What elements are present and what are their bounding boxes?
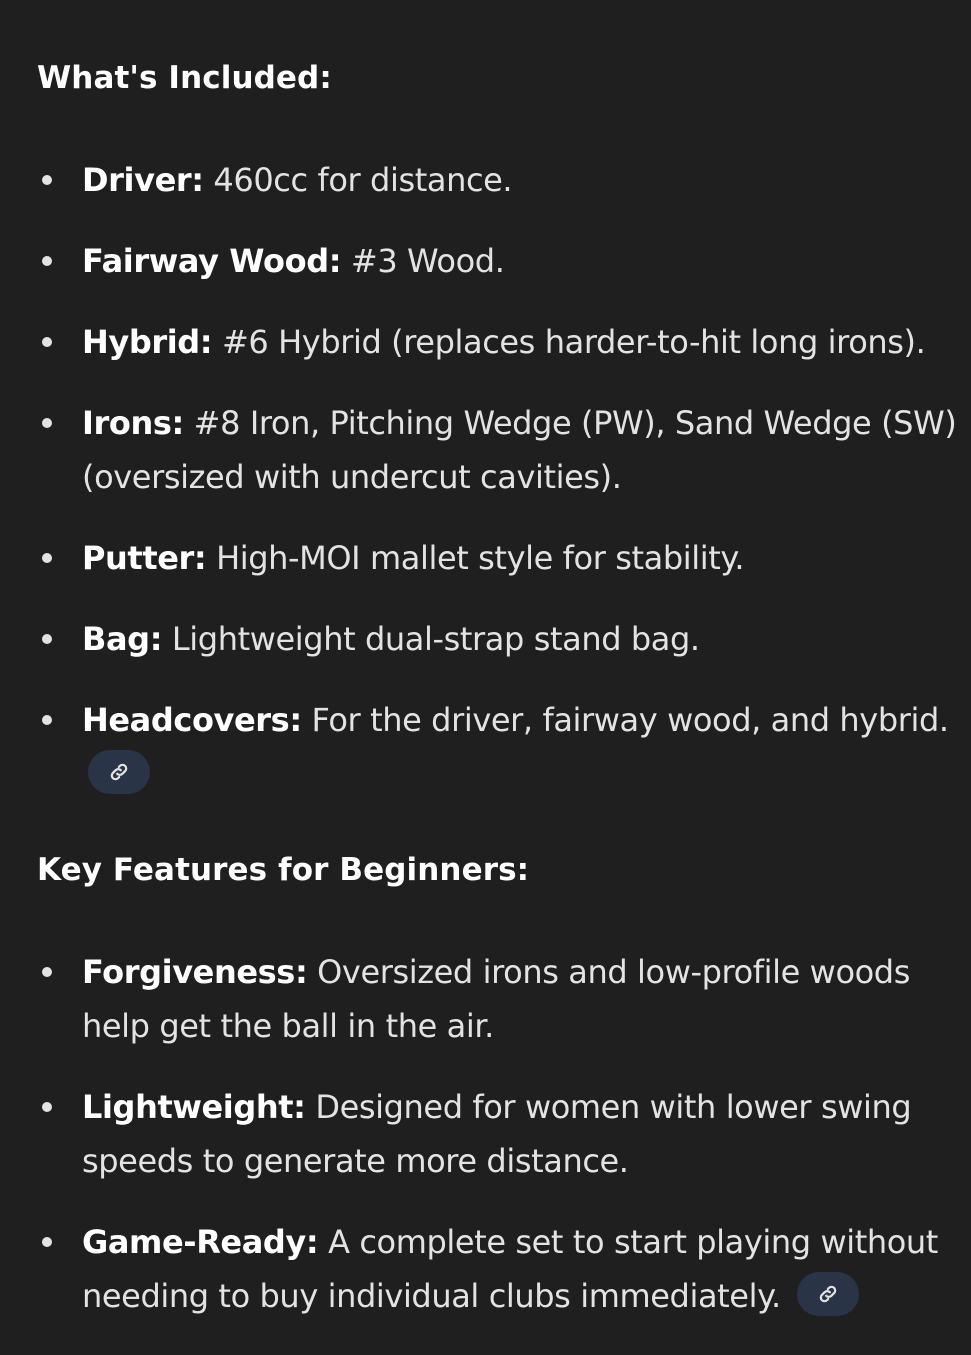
- item-text: A complete set to start playing without needing to buy individual clubs immediately.: [82, 1223, 938, 1315]
- item-label: Hybrid:: [82, 323, 213, 361]
- item-text: #3 Wood.: [341, 242, 505, 280]
- item-text: Lightweight dual-strap stand bag.: [162, 620, 700, 658]
- link-icon: [817, 1283, 839, 1305]
- bullet-icon: [42, 175, 52, 185]
- item-text: For the driver, fairway wood, and hybrid.: [301, 701, 949, 739]
- item-label: Irons:: [82, 404, 184, 442]
- list-item-irons: [82, 396, 968, 504]
- bullet-icon: [42, 418, 52, 428]
- bullet-icon: [42, 1237, 52, 1247]
- item-text: Oversized irons and low-profile woods help get the ball in the air.: [82, 953, 910, 1045]
- source-link-button[interactable]: [88, 750, 150, 794]
- item-text: #8 Iron, Pitching Wedge (PW), Sand Wedge (SW) (oversized with undercut cavities).: [82, 404, 957, 496]
- bullet-icon: [42, 715, 52, 725]
- list-item-hybrid: [82, 315, 968, 369]
- item-label: Fairway Wood:: [82, 242, 342, 280]
- item-label: Putter:: [82, 539, 207, 577]
- item-label: Bag:: [82, 620, 163, 658]
- list-item-headcovers: [82, 693, 968, 801]
- bullet-icon: [42, 337, 52, 347]
- list-item-forgiveness: [82, 945, 968, 1053]
- bullet-icon: [42, 1102, 52, 1112]
- item-label: Lightweight:: [82, 1088, 306, 1126]
- list-item-bag: [82, 612, 968, 666]
- list-item-fairway-wood: [82, 234, 968, 288]
- bullet-icon: [42, 634, 52, 644]
- bullet-icon: [42, 256, 52, 266]
- bullet-icon: [42, 967, 52, 977]
- item-text: #6 Hybrid (replaces harder-to-hit long irons).: [212, 323, 926, 361]
- item-text: 460cc for distance.: [203, 161, 513, 199]
- item-label: Driver:: [82, 161, 204, 199]
- link-icon: [108, 761, 130, 783]
- list-item-putter: [82, 531, 968, 585]
- item-text: Designed for women with lower swing speeds to generate more distance.: [82, 1088, 912, 1180]
- list-item-game-ready: [82, 1215, 968, 1323]
- item-label: Forgiveness:: [82, 953, 308, 991]
- section-heading-key-features: Key Features for Beginners:: [37, 852, 530, 888]
- list-item-driver: [82, 153, 968, 207]
- list-item-lightweight: [82, 1080, 968, 1188]
- item-label: Game-Ready:: [82, 1223, 319, 1261]
- item-text: High-MOI mallet style for stability.: [206, 539, 745, 577]
- source-link-button[interactable]: [797, 1272, 859, 1316]
- item-label: Headcovers:: [82, 701, 302, 739]
- bullet-icon: [42, 553, 52, 563]
- section-heading-whats-included: What's Included:: [37, 60, 332, 96]
